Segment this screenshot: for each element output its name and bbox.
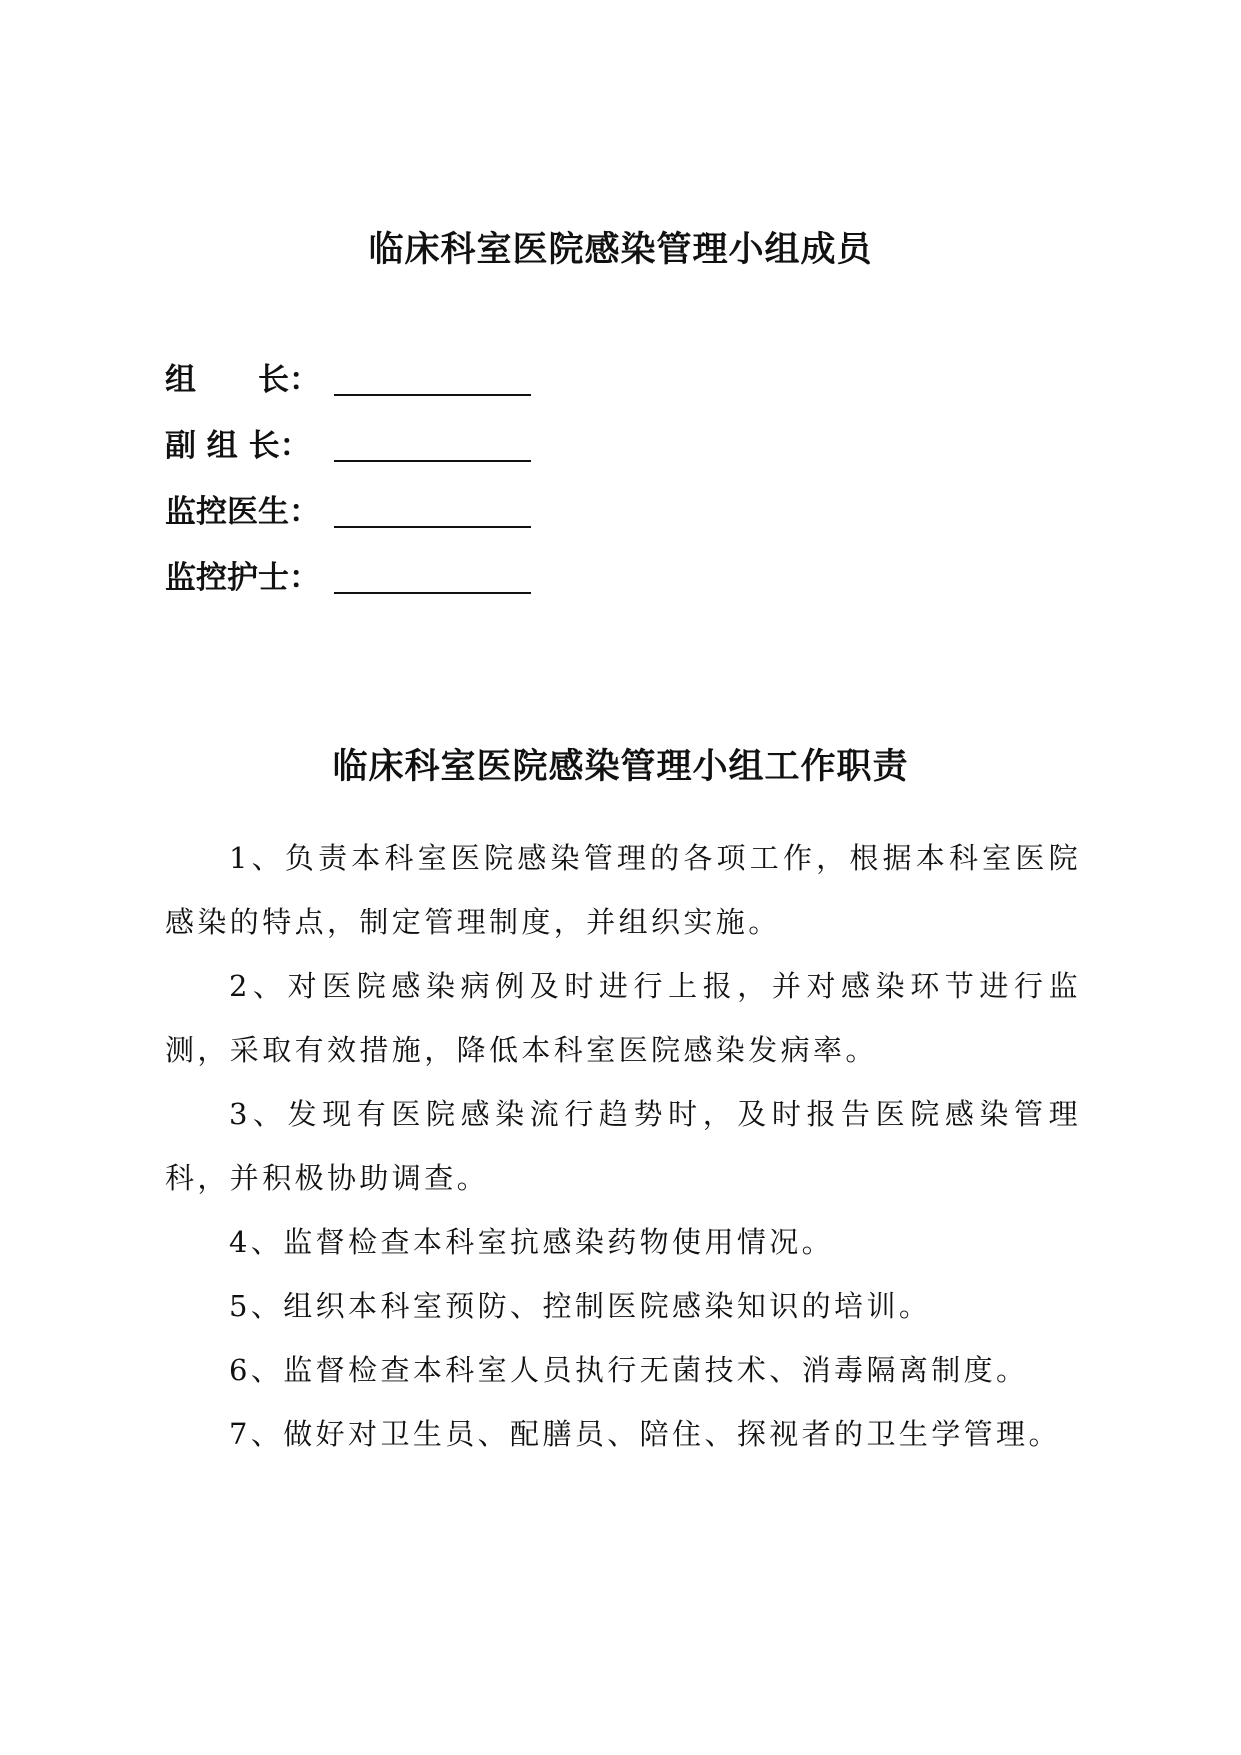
duty-item: 6、监督检查本科室人员执行无菌技术、消毒隔离制度。 bbox=[229, 1353, 1029, 1387]
duty-item: 2、对医院感染病例及时进行上报，并对感染环节进行监测，采取有效措施，降低本科室医院感染发病率。 bbox=[165, 969, 1081, 1067]
fill-in-blank-line[interactable] bbox=[334, 460, 531, 462]
duty-item: 1、负责本科室医院感染管理的各项工作，根据本科室医院感染的特点，制定管理制度，并组织实施。 bbox=[165, 841, 1081, 939]
duty-item: 3、发现有医院感染流行趋势时，及时报告医院感染管理科，并积极协助调查。 bbox=[165, 1097, 1081, 1195]
fill-in-blank-line[interactable] bbox=[334, 592, 531, 594]
member-label: 监控医生： bbox=[165, 494, 320, 530]
member-label: 组 长： bbox=[165, 362, 320, 398]
duties-title: 临床科室医院感染管理小组工作职责 bbox=[332, 746, 909, 787]
fill-in-blank-line[interactable] bbox=[334, 526, 531, 528]
duty-item: 7、做好对卫生员、配膳员、陪住、探视者的卫生学管理。 bbox=[229, 1417, 1061, 1451]
members-title: 临床科室医院感染管理小组成员 bbox=[368, 229, 873, 270]
member-label: 监控护士： bbox=[165, 560, 320, 596]
member-label: 副 组 长： bbox=[165, 428, 311, 464]
duty-item: 4、监督检查本科室抗感染药物使用情况。 bbox=[229, 1225, 835, 1259]
fill-in-blank-line[interactable] bbox=[334, 394, 531, 396]
duty-item: 5、组织本科室预防、控制医院感染知识的培训。 bbox=[229, 1289, 932, 1323]
duties-list bbox=[165, 826, 1081, 1466]
